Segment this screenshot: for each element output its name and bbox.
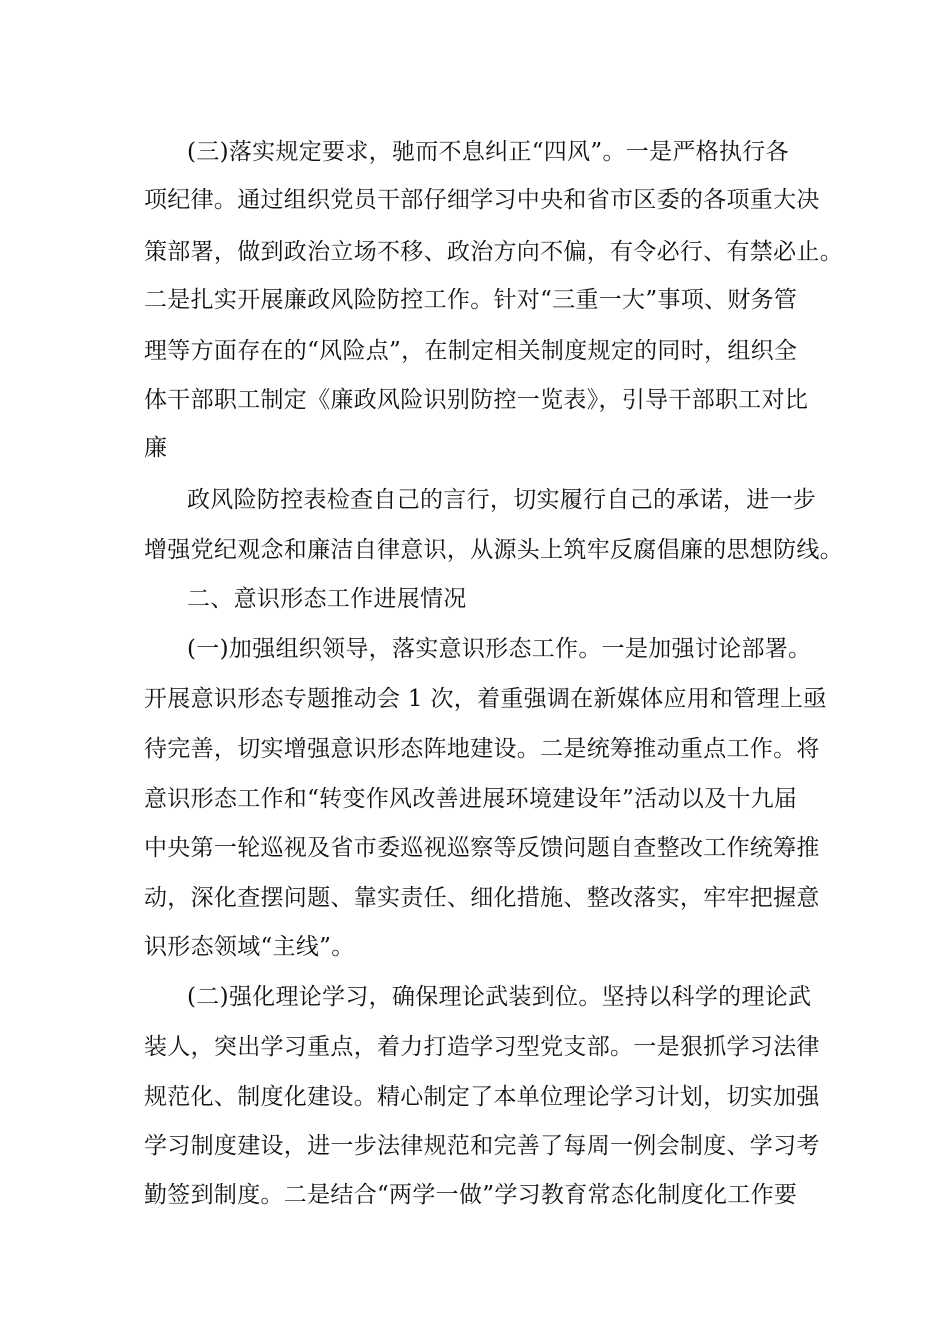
text-line-12: 开展意识形态专题推动会 1 次，着重强调在新媒体应用和管理上亟 — [144, 686, 827, 712]
text-line-17: 识形态领域“主线”。 — [144, 934, 355, 960]
text-line-1: (三)落实规定要求，驰而不息纠正“四风”。一是严格执行各 — [187, 139, 789, 165]
text-line-8: 政风险防控表检查自己的言行，切实履行自己的承诺，进一步 — [187, 487, 817, 513]
text-line-13: 待完善，切实增强意识形态阵地建设。二是统筹推动重点工作。将 — [144, 736, 820, 762]
text-line-7: 廉 — [144, 435, 168, 461]
text-line-16: 动，深化查摆问题、靠实责任、细化措施、整改落实，牢牢把握意 — [144, 885, 820, 911]
text-line-22: 勤签到制度。二是结合“两学一做”学习教育常态化制度化工作要 — [144, 1182, 798, 1208]
text-line-2: 项纪律。通过组织党员干部仔细学习中央和省市区委的各项重大决 — [144, 187, 820, 213]
text-line-18: (二)强化理论学习，确保理论武装到位。坚持以科学的理论武 — [187, 984, 812, 1010]
text-line-9: 增强党纪观念和廉洁自律意识，从源头上筑牢反腐倡廉的思想防线。 — [144, 537, 843, 563]
text-line-11: (一)加强组织领导，落实意识形态工作。一是加强讨论部署。 — [187, 636, 812, 662]
text-line-4: 二是扎实开展廉政风险防控工作。针对“三重一大”事项、财务管 — [144, 287, 798, 313]
text-line-14: 意识形态工作和“转变作风改善进展环境建设年”活动以及十九届 — [144, 786, 798, 812]
text-line-6: 体干部职工制定《廉政风险识别防控一览表》，引导干部职工对比 — [144, 387, 809, 413]
section-heading: 二、意识形态工作进展情况 — [187, 586, 467, 612]
text-line-15: 中央第一轮巡视及省市委巡视巡察等反馈问题自查整改工作统筹推 — [144, 835, 820, 861]
text-line-21: 学习制度建设，进一步法律规范和完善了每周一例会制度、学习考 — [144, 1133, 820, 1159]
text-line-5: 理等方面存在的“风险点”，在制定相关制度规定的同时，组织全 — [144, 338, 798, 364]
text-line-20: 规范化、制度化建设。精心制定了本单位理论学习计划，切实加强 — [144, 1084, 820, 1110]
text-line-3: 策部署，做到政治立场不移、政治方向不偏，有令必行、有禁必止。 — [144, 239, 843, 265]
text-line-19: 装人，突出学习重点，着力打造学习型党支部。一是狠抓学习法律 — [144, 1034, 820, 1060]
